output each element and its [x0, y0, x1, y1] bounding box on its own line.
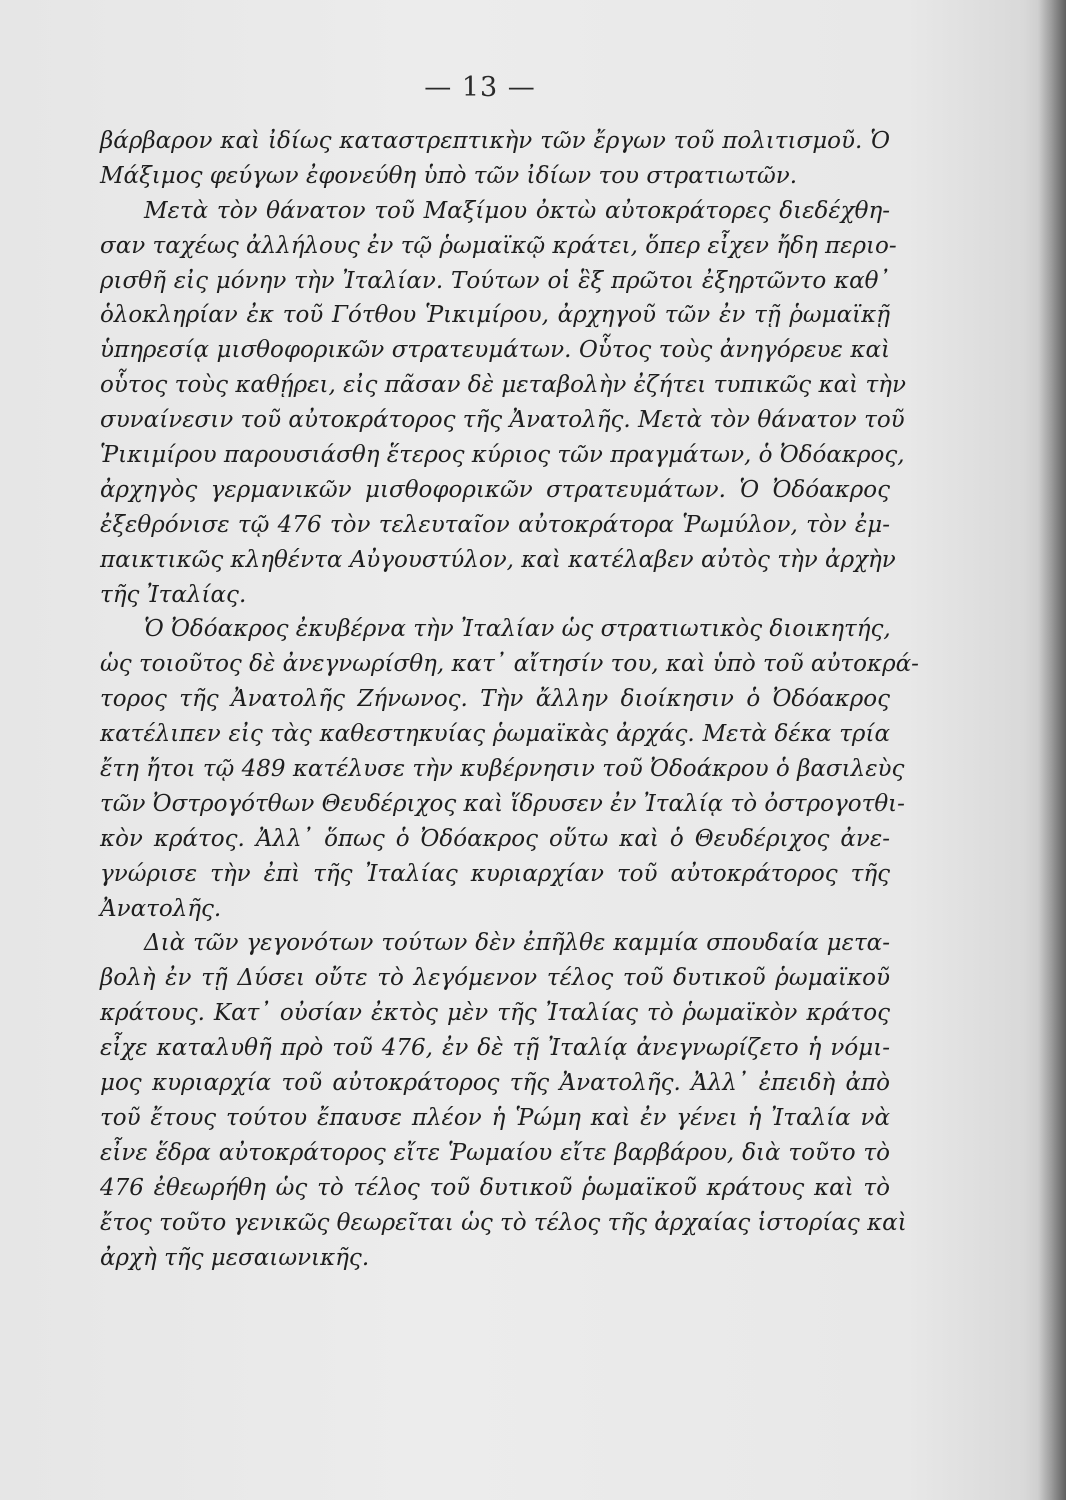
text-line: τοῦ ἔτους τούτου ἔπαυσε πλέον ἡ Ῥώμη καὶ ἐν γένει ἡ Ἰταλία νὰ [100, 1104, 890, 1131]
text-line: βάρβαρον καὶ ἰδίως καταστρεπτικὴν τῶν ἔργων τοῦ πολιτισμοῦ. Ὁ [100, 128, 890, 154]
text-line: κὸν κράτος. Ἀλλ᾽ ὅπως ὁ Ὀδόακρος οὕτω καὶ ὁ Θευδέριχος ἀνε- [100, 825, 890, 852]
body-text [100, 124, 919, 1275]
text-line: σαν ταχέως ἀλλήλους ἐν τῷ ῥωμαϊκῷ κράτει, ὅπερ εἶχεν ἤδη περιο- [100, 232, 897, 259]
text-line: Μάξιμος φεύγων ἐφονεύθη ὑπὸ τῶν ἰδίων του στρατιωτῶν. [100, 162, 798, 189]
text-line: τῶν Ὀστρογότθων Θευδέριχος καὶ ἵδρυσεν ἐν Ἰταλίᾳ τὸ ὀστρογοτθι- [100, 790, 905, 817]
text-line: γνώρισε τὴν ἐπὶ τῆς Ἰταλίας κυριαρχίαν τοῦ αὐτοκράτορος τῆς [100, 860, 890, 887]
text-line: κράτους. Κατ᾽ οὐσίαν ἐκτὸς μὲν τῆς Ἰταλίας τὸ ῥωμαϊκὸν κράτος [100, 1000, 890, 1027]
text-line: μος κυριαρχία τοῦ αὐτοκράτορος τῆς Ἀνατολῆς. Ἀλλ᾽ ἐπειδὴ ἀπὸ [100, 1070, 890, 1097]
text-line: κατέλιπεν εἰς τὰς καθεστηκυίας ῥωμαϊκὰς ἀρχάς. Μετὰ δέκα τρία [100, 721, 890, 748]
text-line: βολὴ ἐν τῇ Δύσει οὔτε τὸ λεγόμενον τέλος τοῦ δυτικοῦ ῥωμαϊκοῦ [100, 965, 890, 992]
text-line: εἶνε ἕδρα αὐτοκράτορος εἴτε Ῥωμαίου εἴτε βαρβάρου, διὰ τοῦτο τὸ [100, 1139, 890, 1166]
text-line: Ῥικιμίρου παρουσιάσθη ἕτερος κύριος τῶν πραγμάτων, ὁ Ὀδόακρος, [100, 442, 905, 469]
text-line: ὁλοκληρίαν ἐκ τοῦ Γότθου Ῥικιμίρου, ἀρχηγοῦ τῶν ἐν τῇ ῥωμαϊκῇ [100, 302, 890, 329]
text-line: τῆς Ἰταλίας. [100, 581, 247, 608]
text-line: Ἀνατολῆς. [100, 895, 222, 922]
text-line: ρισθῆ εἰς μόνην τὴν Ἰταλίαν. Τούτων οἱ ἓξ πρῶτοι ἐξηρτῶντο καθ᾽ [100, 267, 890, 294]
text-line: ἀρχὴ τῆς μεσαιωνικῆς. [100, 1244, 370, 1271]
text-line: ἔτος τοῦτο γενικῶς θεωρεῖται ὡς τὸ τέλος τῆς ἀρχαίας ἱστορίας καὶ [100, 1209, 907, 1236]
text-line: ἐξεθρόνισε τῷ 476 τὸν τελευταῖον αὐτοκράτορα Ῥωμύλον, τὸν ἐμ- [100, 511, 890, 538]
text-line: ὡς τοιοῦτος δὲ ἀνεγνωρίσθη, κατ᾽ αἴτησίν του, καὶ ὑπὸ τοῦ αὐτοκρά- [100, 651, 919, 678]
text-line: ἀρχηγὸς γερμανικῶν μισθοφορικῶν στρατευμάτων. Ὁ Ὀδόακρος [100, 476, 890, 503]
page-number: — 13 — [424, 72, 536, 103]
text-line: Ὁ Ὀδόακρος ἐκυβέρνα τὴν Ἰταλίαν ὡς στρατιωτικὸς διοικητής, [144, 616, 891, 643]
text-line: ὑπηρεσίᾳ μισθοφορικῶν στρατευμάτων. Οὗτος τοὺς ἀνηγόρευε καὶ [100, 337, 890, 364]
text-line: 476 ἐθεωρήθη ὡς τὸ τέλος τοῦ δυτικοῦ ῥωμαϊκοῦ κράτους καὶ τὸ [100, 1174, 890, 1201]
text-line: οὗτος τοὺς καθῄρει, εἰς πᾶσαν δὲ μεταβολὴν ἐζήτει τυπικῶς καὶ τὴν [100, 372, 906, 399]
book-binding-shadow [1038, 0, 1066, 1500]
text-line: Διὰ τῶν γεγονότων τούτων δὲν ἐπῆλθε καμμία σπουδαία μετα- [144, 930, 890, 957]
text-line: Μετὰ τὸν θάνατον τοῦ Μαξίμου ὀκτὼ αὐτοκράτορες διεδέχθη- [144, 197, 890, 224]
text-line: συναίνεσιν τοῦ αὐτοκράτορος τῆς Ἀνατολῆς. Μετὰ τὸν θάνατον τοῦ [100, 407, 905, 434]
text-line: παικτικῶς κληθέντα Αὐγουστύλον, καὶ κατέλαβεν αὐτὸς τὴν ἀρχὴν [100, 546, 896, 573]
text-line: εἶχε καταλυθῆ πρὸ τοῦ 476, ἐν δὲ τῇ Ἰταλίᾳ ἀνεγνωρίζετο ἡ νόμι- [100, 1035, 890, 1062]
text-line: ἔτη ἤτοι τῷ 489 κατέλυσε τὴν κυβέρνησιν τοῦ Ὀδοάκρου ὁ βασιλεὺς [100, 756, 905, 783]
text-line: τορος τῆς Ἀνατολῆς Ζήνωνος. Τὴν ἄλλην διοίκησιν ὁ Ὀδόακρος [100, 686, 890, 713]
